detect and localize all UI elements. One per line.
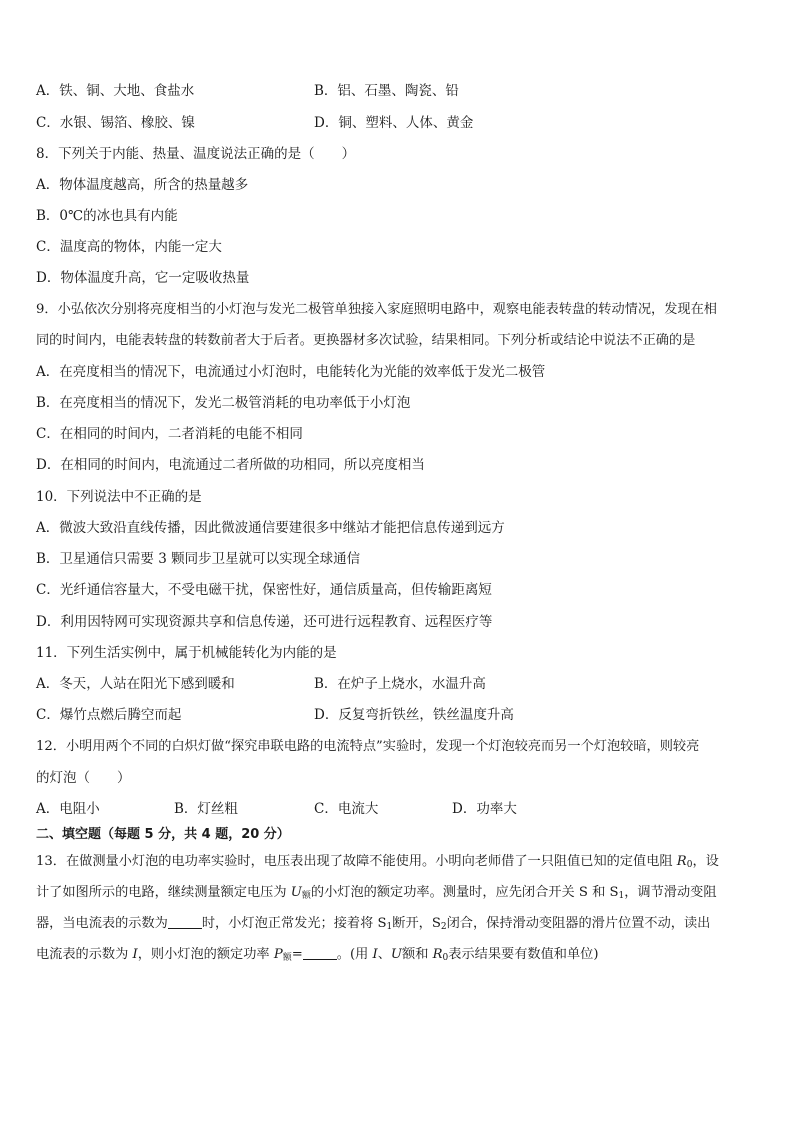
q13-symbol-p: P	[273, 947, 283, 962]
q13-line-4	[36, 945, 764, 968]
q7-option-b: B．铝、石墨、陶瓷、铅	[314, 83, 459, 99]
q8-stem: 8．下列关于内能、热量、温度说法正确的是（ ）	[36, 146, 356, 162]
q13-text: 断开，S	[392, 916, 441, 931]
q13-symbol-u: U	[390, 947, 403, 962]
q13-text: 的小灯泡的额定功率。测量时，应先闭合开关 S 和 S	[310, 885, 619, 900]
q13-text: 表示结果要有数值和单位)	[448, 947, 599, 962]
q12-stem-line-1: 12．小明用两个不同的白炽灯做“探究串联电路的电流特点”实验时，发现一个灯泡较亮而另一个灯泡较暗，则较亮	[36, 739, 700, 754]
q8-option-a: A．物体温度越高，所含的热量越多	[36, 177, 249, 193]
q13-symbol-r: R	[676, 854, 687, 869]
q13-text: 闭合，保持滑动变阻器的滑片位置不动，读出	[446, 916, 711, 931]
q9-option-d: D．在相同的时间内，电流通过二者所做的功相同，所以亮度相当	[36, 457, 425, 473]
q12-option-a: A．电阻小	[36, 801, 100, 817]
q7-options-row-2	[36, 113, 764, 133]
q13-subscript: 额	[301, 891, 311, 901]
q13-symbol-i: I	[372, 947, 378, 962]
q13-answer-blank-1[interactable]	[168, 914, 202, 929]
q13-text: 。(用	[336, 947, 373, 962]
q11-options-row-1	[36, 674, 764, 694]
q13-text: 、	[377, 947, 391, 962]
q12-stem-line-2: 的灯泡（ ）	[36, 770, 131, 786]
q10-option-a: A．微波大致沿直线传播，因此微波通信要建很多中继站才能把信息传递到远方	[36, 520, 505, 536]
q8-option-b: B．0℃的冰也具有内能	[36, 208, 178, 224]
q11-option-a: A．冬天，人站在阳光下感到暖和	[36, 676, 235, 692]
q8-option-d: D．物体温度升高，它一定吸收热量	[36, 270, 250, 286]
q9-stem-line-1: 9．小弘依次分别将亮度相当的小灯泡与发光二极管单独接入家庭照明电路中，观察电能表转盘的转动情况，发现在相	[36, 302, 717, 317]
q11-option-d: D．反复弯折铁丝，铁丝温度升高	[314, 707, 514, 723]
q12-options-row	[36, 799, 764, 819]
q13-text: ，调节滑动变阻	[624, 885, 717, 900]
q13-subscript: 0	[442, 953, 449, 963]
q13-subscript: 1	[386, 922, 393, 932]
q13-text: 额和	[402, 947, 433, 962]
q13-subscript: 额	[282, 953, 292, 963]
q9-option-c: C．在相同的时间内，二者消耗的电能不相同	[36, 426, 303, 442]
q13-text: ，则小灯泡的额定功率	[137, 947, 274, 962]
q13-subscript: 1	[618, 891, 625, 901]
q13-symbol-i: I	[132, 947, 138, 962]
q12-option-c: C．电流大	[314, 801, 379, 817]
q10-option-d: D．利用因特网可实现资源共享和信息传递，还可进行远程教育、远程医疗等	[36, 614, 493, 630]
q13-subscript: 0	[686, 860, 693, 870]
q13-answer-blank-2[interactable]	[303, 945, 337, 960]
q13-symbol-r: R	[432, 947, 443, 962]
q13-line-1	[36, 852, 764, 875]
q10-option-b: B．卫星通信只需要 3 颗同步卫星就可以实现全球通信	[36, 551, 361, 567]
q13-text: 电流表的示数为	[36, 947, 133, 962]
q7-option-c: C．水银、锡箔、橡胶、镍	[36, 115, 195, 131]
q9-option-a: A．在亮度相当的情况下，电流通过小灯泡时，电能转化为光能的效率低于发光二极管	[36, 364, 546, 380]
section-heading-fill-in: 二、填空题（每题 5 分，共 4 题，20 分）	[36, 827, 290, 842]
q7-option-a: A．铁、铜、大地、食盐水	[36, 83, 195, 99]
q13-symbol-u: U	[290, 885, 302, 900]
q13-text: 13．在做测量小灯泡的电功率实验时，电压表出现了故障不能使用。小明向老师借了一只阻值已知的定值电阻	[36, 854, 677, 869]
q12-option-b: B．灯丝粗	[174, 801, 238, 817]
q12-option-d: D．功率大	[452, 801, 517, 817]
q10-stem: 10．下列说法中不正确的是	[36, 489, 202, 505]
q9-stem-line-2: 同的时间内，电能表转盘的转数前者大于后者。更换器材多次试验，结果相同。下列分析或结论中说法不正确的是	[36, 333, 696, 348]
q11-option-b: B．在炉子上烧水，水温升高	[314, 676, 486, 692]
q7-option-d: D．铜、塑料、人体、黄金	[314, 115, 474, 131]
q7-options-row-1	[36, 81, 764, 101]
q8-option-c: C．温度高的物体，内能一定大	[36, 239, 222, 255]
q13-text: ，设	[692, 854, 719, 869]
q13-text: =	[291, 947, 303, 962]
q13-text: 时，小灯泡正常发光；接着将 S	[201, 916, 387, 931]
q11-option-c: C．爆竹点燃后腾空而起	[36, 707, 182, 723]
q13-text: 器，当电流表的示数为	[36, 916, 168, 931]
q13-text: 计了如图所示的电路，继续测量额定电压为	[36, 885, 291, 900]
q11-options-row-2	[36, 705, 764, 725]
q10-option-c: C．光纤通信容量大，不受电磁干扰，保密性好，通信质量高，但传输距离短	[36, 582, 492, 598]
q11-stem: 11．下列生活实例中，属于机械能转化为内能的是	[36, 645, 337, 661]
q9-option-b: B．在亮度相当的情况下，发光二极管消耗的电功率低于小灯泡	[36, 395, 411, 411]
q13-line-2	[36, 883, 764, 906]
q13-subscript: 2	[440, 922, 447, 932]
q13-line-3	[36, 914, 764, 937]
